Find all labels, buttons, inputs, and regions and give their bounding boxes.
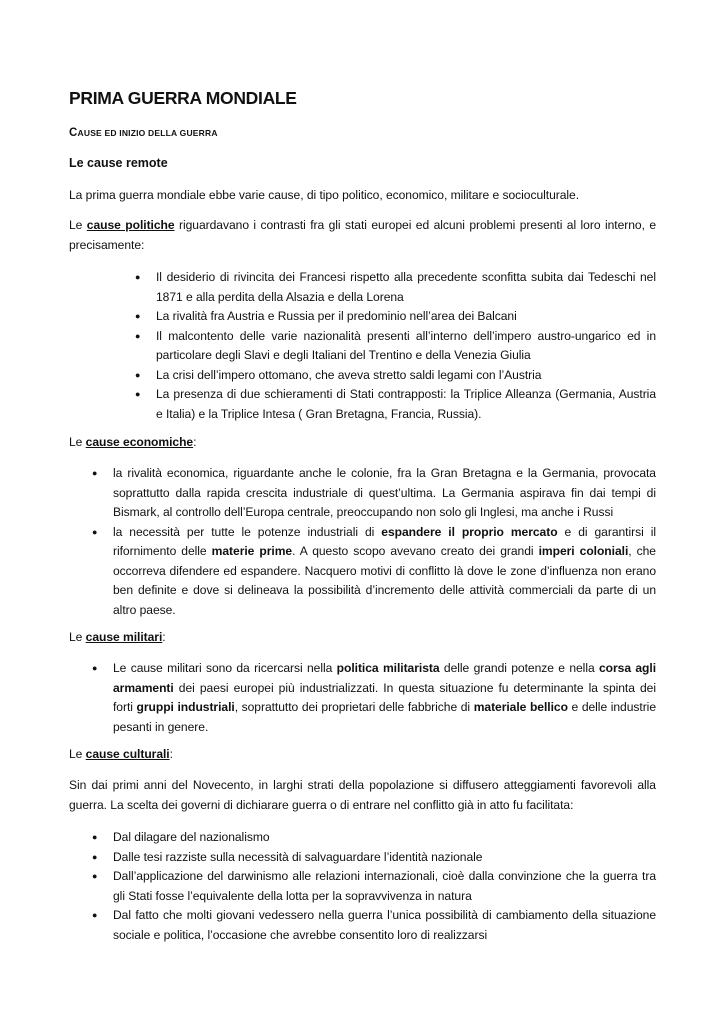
bold-term: politica militarista	[336, 661, 440, 675]
bullet-icon: ●	[92, 871, 98, 881]
bullet-icon: ●	[135, 311, 141, 321]
bullet-icon: ●	[92, 910, 98, 920]
military-causes-list	[92, 659, 657, 737]
bullet-icon: ●	[135, 330, 141, 341]
economic-causes-term: cause economiche	[85, 435, 194, 449]
section-heading: Le cause remote	[69, 156, 168, 170]
cultural-causes-paragraph: Le cause culturali:	[69, 747, 173, 761]
bullet-icon: ●	[135, 389, 141, 399]
political-causes-list	[135, 268, 656, 424]
list-item: ● Dal dilagare del nazionalismo	[113, 828, 656, 848]
military-causes-term: cause militari	[85, 630, 163, 644]
list-item: ● La rivalità fra Austria e Russia per il predominio nell’area dei Balcani	[156, 307, 656, 327]
political-causes-term: cause politiche	[86, 218, 175, 232]
bullet-icon: ●	[92, 851, 98, 862]
bullet-icon: ●	[92, 526, 98, 537]
list-item: ● Il desiderio di rivincita dei Francesi rispetto alla precedente sconfitta subita dai Tedeschi nel 1871 e alla perdita della Alsazia e della Lorena	[135, 270, 656, 304]
list-item: ● Dalle tesi razziste sulla necessità di salvaguardare l’identità nazionale	[113, 848, 656, 868]
bold-term: gruppi industriali	[136, 700, 235, 714]
cultural-causes-term: cause culturali	[85, 747, 170, 761]
cultural-causes-intro: Sin dai primi anni del Novecento, in larghi strati della popolazione si diffusero atteggiamenti favorevoli alla guerra. La scelta dei governi di dichiarare guerra o di entrare nel conflitto già in atto fu facilitata:	[69, 778, 656, 812]
list-item: ● Il malcontento delle varie nazionalità presenti all’interno dell’impero austro-ungarico ed in particolare degli Slavi e degli Italiani del Trentino e della Venezia Giulia	[135, 328, 656, 362]
economic-causes-list	[92, 464, 656, 620]
bullet-icon: ●	[135, 369, 141, 380]
bold-term: materie prime	[211, 544, 293, 558]
intro-paragraph: La prima guerra mondiale ebbe varie cause, di tipo politico, economico, militare e socioculturale.	[69, 188, 580, 202]
economic-causes-paragraph: Le cause economiche:	[69, 435, 197, 449]
bullet-icon: ●	[135, 272, 141, 282]
bullet-icon: ●	[92, 663, 98, 673]
list-item: ● la rivalità economica, riguardante anche le colonie, fra la Gran Bretagna e la Germania, provocata soprattutto dalla rapida crescita industriale di quest’ultima. La Germania aspirava fin dai tempi di Bismark, al controllo dell’Europa centrale, preoccupando non solo gli Inglesi, ma anche i Russi	[92, 466, 656, 519]
bullet-icon: ●	[92, 468, 98, 478]
list-item: ● Dall’applicazione del darwinismo alle relazioni internazionali, cioè dalla convinzione che la guerra tra gli Stati fosse l’equivalente della lotta per la sopravvivenza in natura	[92, 869, 656, 903]
bold-term: espandere il proprio mercato	[381, 524, 558, 539]
list-item: ● La presenza di due schieramenti di Stati contrapposti: la Triplice Alleanza (Germania, Austria e Italia) e la Triplice Intesa ( Gran Bretagna, Francia, Russia).	[135, 387, 656, 421]
document-title: PRIMA GUERRA MONDIALE	[69, 88, 297, 108]
bold-term: imperi coloniali	[538, 544, 629, 558]
subtitle-rest: AUSE ED INIZIO DELLA GUERRA	[77, 128, 218, 138]
bold-term: materiale bellico	[473, 700, 568, 714]
subtitle-initial: C	[69, 127, 78, 139]
list-item: ● Dal fatto che molti giovani vedessero nella guerra l’unica possibilità di cambiamento della situazione sociale e politica, l’occasione che avrebbe consentito loro di realizzarsi	[92, 908, 656, 942]
cultural-causes-list	[92, 828, 656, 945]
bold-term: corsa agli armamenti	[113, 661, 657, 695]
bullet-icon: ●	[92, 832, 98, 842]
political-causes-paragraph: Le cause politiche riguardavano i contrasti fra gli stati europei ed alcuni problemi presenti al loro interno, e precisamente:	[69, 218, 657, 252]
list-item: ● Le cause militari sono da ricercarsi nella politica militarista delle grandi potenze e nella corsa agli armamenti dei paesi europei più industrializzati. In questa situazione fu determinante la spinta dei forti gruppi industriali, soprattutto dei proprietari delle fabbriche di materiale bellico e delle industrie pesanti in genere.	[92, 661, 657, 734]
list-item: ● la necessità per tutte le potenze industriali di espandere il proprio mercato e di garantirsi il rifornimento delle materie prime. A questo scopo avevano creato dei grandi imperi coloniali, che occorreva difendere ed espandere. Nacquero motivi di conflitto là dove le zone d’influenza non erano ben definite e dove si delineava la possibilità d’incremento delle attività commerciali da parte di un altro paese.	[92, 524, 656, 617]
section-subtitle	[69, 127, 218, 139]
list-item: ● La crisi dell’impero ottomano, che aveva stretto saldi legami con l’Austria	[156, 366, 656, 386]
military-causes-paragraph: Le cause militari:	[69, 630, 166, 644]
